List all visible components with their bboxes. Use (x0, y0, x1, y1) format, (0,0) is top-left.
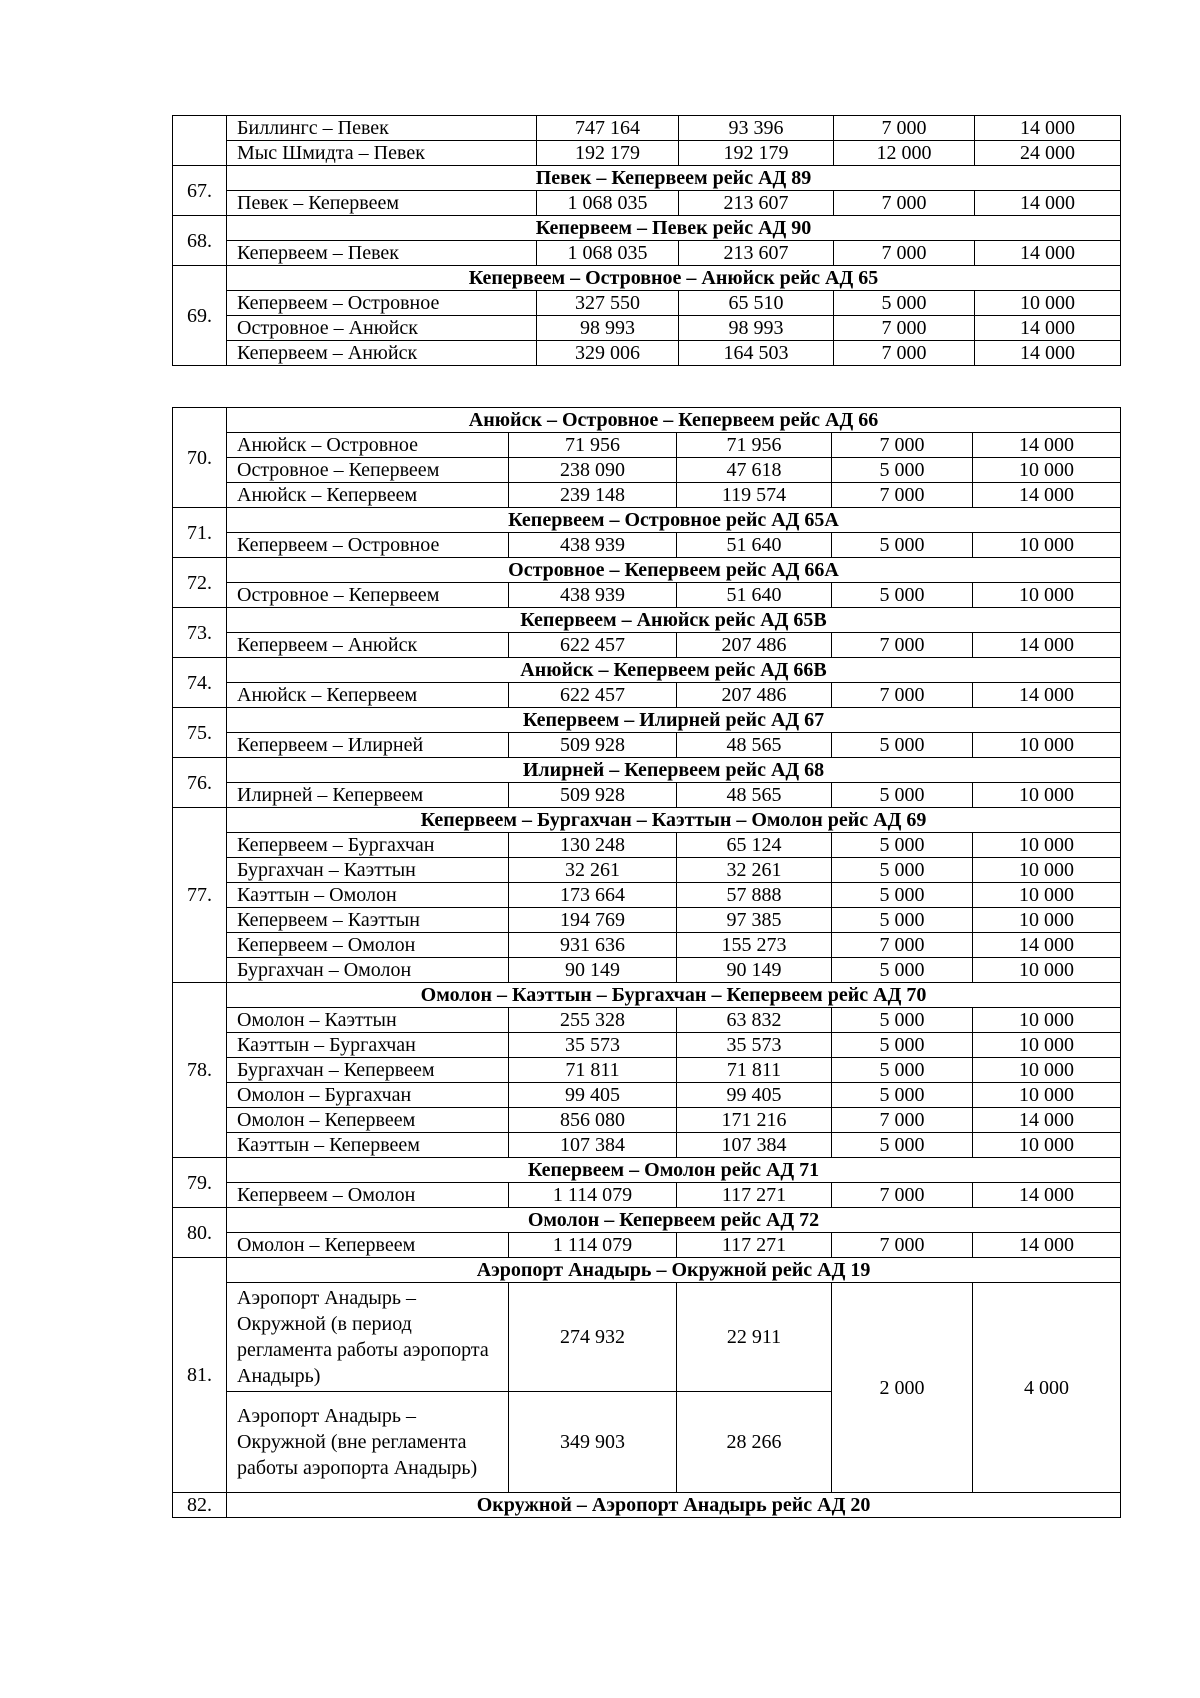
value-cell: 10 000 (973, 1133, 1121, 1158)
value-cell: 71 956 (509, 433, 677, 458)
value-cell: 5 000 (832, 533, 973, 558)
route-name: Бургахчан – Кепервеем (227, 1058, 509, 1083)
value-cell: 1 114 079 (509, 1183, 677, 1208)
route-group-header-row (173, 216, 1121, 241)
value-cell: 12 000 (834, 141, 975, 166)
table-row (173, 533, 1121, 558)
value-cell: 35 573 (509, 1033, 677, 1058)
flight-title: Кепервеем – Островное – Анюйск рейс АД 65 (227, 266, 1121, 291)
value-cell: 1 114 079 (509, 1233, 677, 1258)
route-name: Кепервеем – Каэттын (227, 908, 509, 933)
item-number: 81. (173, 1258, 227, 1493)
value-cell: 7 000 (834, 341, 975, 366)
value-cell: 327 550 (537, 291, 679, 316)
route-name: Кепервеем – Бургахчан (227, 833, 509, 858)
route-name: Анюйск – Кепервеем (227, 483, 509, 508)
route-group-header-row (173, 758, 1121, 783)
value-cell: 90 149 (509, 958, 677, 983)
value-cell: 274 932 (509, 1283, 677, 1392)
value-cell: 5 000 (832, 1133, 973, 1158)
value-cell: 14 000 (975, 116, 1121, 141)
value-cell: 5 000 (832, 1008, 973, 1033)
value-cell: 1 068 035 (537, 241, 679, 266)
table-row (173, 341, 1121, 366)
value-cell: 99 405 (509, 1083, 677, 1108)
value-cell: 10 000 (973, 533, 1121, 558)
route-group-header-row (173, 1208, 1121, 1233)
route-group-header-row (173, 266, 1121, 291)
value-cell: 93 396 (679, 116, 834, 141)
item-number: 80. (173, 1208, 227, 1258)
item-number: 68. (173, 216, 227, 266)
value-cell: 7 000 (832, 1108, 973, 1133)
value-cell: 5 000 (832, 783, 973, 808)
value-cell: 10 000 (973, 858, 1121, 883)
value-cell: 438 939 (509, 583, 677, 608)
value-cell: 207 486 (677, 633, 832, 658)
value-cell: 10 000 (973, 1033, 1121, 1058)
flight-title: Островное – Кепервеем рейс АД 66А (227, 558, 1121, 583)
value-cell: 14 000 (975, 316, 1121, 341)
value-cell: 7 000 (832, 633, 973, 658)
value-cell: 4 000 (973, 1283, 1121, 1493)
route-name: Аэропорт Анадырь – Окружной (вне регламента работы аэропорта Анадырь) (227, 1392, 509, 1493)
value-cell: 192 179 (537, 141, 679, 166)
value-cell: 2 000 (832, 1283, 973, 1493)
value-cell: 5 000 (832, 1083, 973, 1108)
value-cell: 747 164 (537, 116, 679, 141)
route-group-header-row (173, 558, 1121, 583)
table-row (173, 1033, 1121, 1058)
route-name: Кепервеем – Певек (227, 241, 537, 266)
route-group-header-row (173, 608, 1121, 633)
item-number: 76. (173, 758, 227, 808)
value-cell: 10 000 (973, 1083, 1121, 1108)
value-cell: 63 832 (677, 1008, 832, 1033)
route-group-header-row (173, 983, 1121, 1008)
value-cell: 14 000 (975, 191, 1121, 216)
item-number: 71. (173, 508, 227, 558)
value-cell: 5 000 (832, 733, 973, 758)
flight-title: Омолон – Кепервеем рейс АД 72 (227, 1208, 1121, 1233)
value-cell: 1 068 035 (537, 191, 679, 216)
tariff-table-continued (172, 115, 1121, 366)
route-name: Бургахчан – Омолон (227, 958, 509, 983)
table-row (173, 958, 1121, 983)
value-cell: 931 636 (509, 933, 677, 958)
flight-title: Кепервеем – Илирней рейс АД 67 (227, 708, 1121, 733)
flight-title: Анюйск – Кепервеем рейс АД 66В (227, 658, 1121, 683)
value-cell: 107 384 (509, 1133, 677, 1158)
route-name: Анюйск – Островное (227, 433, 509, 458)
value-cell: 349 903 (509, 1392, 677, 1493)
value-cell: 14 000 (973, 433, 1121, 458)
value-cell: 509 928 (509, 733, 677, 758)
route-name: Биллингс – Певек (227, 116, 537, 141)
value-cell: 5 000 (832, 1033, 973, 1058)
value-cell: 164 503 (679, 341, 834, 366)
route-name: Омолон – Кепервеем (227, 1233, 509, 1258)
value-cell: 14 000 (975, 341, 1121, 366)
value-cell: 10 000 (973, 833, 1121, 858)
route-group-header-row (173, 1493, 1121, 1518)
value-cell: 47 618 (677, 458, 832, 483)
value-cell: 28 266 (677, 1392, 832, 1493)
route-name: Анюйск – Кепервеем (227, 683, 509, 708)
value-cell: 5 000 (832, 833, 973, 858)
value-cell: 32 261 (509, 858, 677, 883)
value-cell: 117 271 (677, 1233, 832, 1258)
value-cell: 14 000 (973, 683, 1121, 708)
value-cell: 119 574 (677, 483, 832, 508)
value-cell: 51 640 (677, 583, 832, 608)
value-cell: 32 261 (677, 858, 832, 883)
value-cell: 71 811 (509, 1058, 677, 1083)
value-cell: 48 565 (677, 733, 832, 758)
value-cell: 7 000 (832, 1183, 973, 1208)
value-cell: 10 000 (973, 1008, 1121, 1033)
route-name: Илирней – Кепервеем (227, 783, 509, 808)
table-row (173, 733, 1121, 758)
value-cell: 24 000 (975, 141, 1121, 166)
value-cell: 14 000 (973, 933, 1121, 958)
table-row (173, 1083, 1121, 1108)
table-row (173, 1283, 1121, 1392)
value-cell: 107 384 (677, 1133, 832, 1158)
item-number: 74. (173, 658, 227, 708)
flight-title: Окружной – Аэропорт Анадырь рейс АД 20 (227, 1493, 1121, 1518)
route-name: Каэттын – Омолон (227, 883, 509, 908)
table-row (173, 783, 1121, 808)
route-name: Островное – Кепервеем (227, 583, 509, 608)
tariff-table (172, 407, 1121, 1518)
value-cell: 71 956 (677, 433, 832, 458)
value-cell: 7 000 (832, 933, 973, 958)
table-row (173, 1183, 1121, 1208)
route-group-header-row (173, 408, 1121, 433)
value-cell: 10 000 (975, 291, 1121, 316)
value-cell: 239 148 (509, 483, 677, 508)
table-row (173, 858, 1121, 883)
table-row (173, 1133, 1121, 1158)
item-number: 78. (173, 983, 227, 1158)
table-row (173, 458, 1121, 483)
value-cell: 71 811 (677, 1058, 832, 1083)
route-group-header-row (173, 1158, 1121, 1183)
route-name: Каэттын – Кепервеем (227, 1133, 509, 1158)
value-cell: 7 000 (832, 433, 973, 458)
value-cell: 10 000 (973, 908, 1121, 933)
table-row (173, 683, 1121, 708)
value-cell: 856 080 (509, 1108, 677, 1133)
value-cell: 10 000 (973, 1058, 1121, 1083)
route-name: Кепервеем – Омолон (227, 933, 509, 958)
route-name: Кепервеем – Анюйск (227, 633, 509, 658)
table-row (173, 933, 1121, 958)
value-cell: 7 000 (834, 316, 975, 341)
value-cell: 171 216 (677, 1108, 832, 1133)
flight-title: Певек – Кепервеем рейс АД 89 (227, 166, 1121, 191)
route-name: Омолон – Каэттын (227, 1008, 509, 1033)
table-row (173, 191, 1121, 216)
route-name: Островное – Анюйск (227, 316, 537, 341)
value-cell: 5 000 (832, 908, 973, 933)
value-cell: 98 993 (679, 316, 834, 341)
route-name: Кепервеем – Илирней (227, 733, 509, 758)
value-cell: 622 457 (509, 633, 677, 658)
flight-title: Аэропорт Анадырь – Окружной рейс АД 19 (227, 1258, 1121, 1283)
value-cell: 213 607 (679, 241, 834, 266)
table-row (173, 141, 1121, 166)
table-row (173, 908, 1121, 933)
route-name: Каэттын – Бургахчан (227, 1033, 509, 1058)
value-cell: 48 565 (677, 783, 832, 808)
route-name: Омолон – Бургахчан (227, 1083, 509, 1108)
route-name: Аэропорт Анадырь – Окружной (в период регламента работы аэропорта Анадырь) (227, 1283, 509, 1392)
table-row (173, 583, 1121, 608)
table-row (173, 1108, 1121, 1133)
table-row (173, 291, 1121, 316)
value-cell: 194 769 (509, 908, 677, 933)
value-cell: 51 640 (677, 533, 832, 558)
value-cell: 22 911 (677, 1283, 832, 1392)
item-number: 69. (173, 266, 227, 366)
table-row (173, 1058, 1121, 1083)
flight-title: Кепервеем – Анюйск рейс АД 65В (227, 608, 1121, 633)
value-cell: 97 385 (677, 908, 832, 933)
item-number: 82. (173, 1493, 227, 1518)
value-cell: 99 405 (677, 1083, 832, 1108)
value-cell: 5 000 (832, 883, 973, 908)
value-cell: 10 000 (973, 958, 1121, 983)
value-cell: 5 000 (832, 583, 973, 608)
value-cell: 14 000 (975, 241, 1121, 266)
value-cell: 7 000 (832, 1233, 973, 1258)
route-name: Кепервеем – Омолон (227, 1183, 509, 1208)
item-number (173, 116, 227, 166)
value-cell: 5 000 (832, 958, 973, 983)
route-group-header-row (173, 1258, 1121, 1283)
value-cell: 10 000 (973, 733, 1121, 758)
value-cell: 98 993 (537, 316, 679, 341)
flight-title: Анюйск – Островное – Кепервеем рейс АД 66 (227, 408, 1121, 433)
value-cell: 509 928 (509, 783, 677, 808)
route-name: Мыс Шмидта – Певек (227, 141, 537, 166)
table-row (173, 316, 1121, 341)
value-cell: 10 000 (973, 883, 1121, 908)
value-cell: 10 000 (973, 783, 1121, 808)
value-cell: 622 457 (509, 683, 677, 708)
route-name: Кепервеем – Островное (227, 533, 509, 558)
value-cell: 255 328 (509, 1008, 677, 1033)
value-cell: 7 000 (832, 483, 973, 508)
value-cell: 192 179 (679, 141, 834, 166)
route-name: Островное – Кепервеем (227, 458, 509, 483)
value-cell: 213 607 (679, 191, 834, 216)
route-group-header-row (173, 658, 1121, 683)
route-name: Бургахчан – Каэттын (227, 858, 509, 883)
value-cell: 130 248 (509, 833, 677, 858)
value-cell: 5 000 (832, 458, 973, 483)
item-number: 77. (173, 808, 227, 983)
item-number: 79. (173, 1158, 227, 1208)
item-number: 73. (173, 608, 227, 658)
value-cell: 155 273 (677, 933, 832, 958)
item-number: 75. (173, 708, 227, 758)
value-cell: 7 000 (834, 241, 975, 266)
value-cell: 329 006 (537, 341, 679, 366)
value-cell: 5 000 (834, 291, 975, 316)
value-cell: 57 888 (677, 883, 832, 908)
value-cell: 65 124 (677, 833, 832, 858)
table-row (173, 1233, 1121, 1258)
value-cell: 173 664 (509, 883, 677, 908)
table-row (173, 883, 1121, 908)
table-row (173, 1008, 1121, 1033)
value-cell: 438 939 (509, 533, 677, 558)
value-cell: 207 486 (677, 683, 832, 708)
route-group-header-row (173, 508, 1121, 533)
route-name: Кепервеем – Островное (227, 291, 537, 316)
flight-title: Кепервеем – Певек рейс АД 90 (227, 216, 1121, 241)
value-cell: 14 000 (973, 483, 1121, 508)
value-cell: 5 000 (832, 858, 973, 883)
item-number: 70. (173, 408, 227, 508)
value-cell: 90 149 (677, 958, 832, 983)
flight-title: Илирней – Кепервеем рейс АД 68 (227, 758, 1121, 783)
value-cell: 14 000 (973, 1183, 1121, 1208)
item-number: 67. (173, 166, 227, 216)
table-row (173, 633, 1121, 658)
table-row (173, 433, 1121, 458)
table-row (173, 833, 1121, 858)
table-row (173, 241, 1121, 266)
value-cell: 14 000 (973, 1108, 1121, 1133)
flight-title: Кепервеем – Бургахчан – Каэттын – Омолон рейс АД 69 (227, 808, 1121, 833)
route-name: Певек – Кепервеем (227, 191, 537, 216)
value-cell: 10 000 (973, 583, 1121, 608)
value-cell: 238 090 (509, 458, 677, 483)
value-cell: 10 000 (973, 458, 1121, 483)
route-group-header-row (173, 808, 1121, 833)
value-cell: 14 000 (973, 1233, 1121, 1258)
table-row (173, 116, 1121, 141)
table-row (173, 483, 1121, 508)
route-group-header-row (173, 708, 1121, 733)
value-cell: 117 271 (677, 1183, 832, 1208)
value-cell: 65 510 (679, 291, 834, 316)
flight-title: Кепервеем – Омолон рейс АД 71 (227, 1158, 1121, 1183)
table-body (173, 408, 1121, 1518)
value-cell: 35 573 (677, 1033, 832, 1058)
flight-title: Кепервеем – Островное рейс АД 65А (227, 508, 1121, 533)
route-name: Омолон – Кепервеем (227, 1108, 509, 1133)
value-cell: 5 000 (832, 1058, 973, 1083)
value-cell: 14 000 (973, 633, 1121, 658)
route-group-header-row (173, 166, 1121, 191)
flight-title: Омолон – Каэттын – Бургахчан – Кепервеем рейс АД 70 (227, 983, 1121, 1008)
route-name: Кепервеем – Анюйск (227, 341, 537, 366)
value-cell: 7 000 (834, 191, 975, 216)
value-cell: 7 000 (834, 116, 975, 141)
value-cell: 7 000 (832, 683, 973, 708)
item-number: 72. (173, 558, 227, 608)
table-body (173, 116, 1121, 366)
